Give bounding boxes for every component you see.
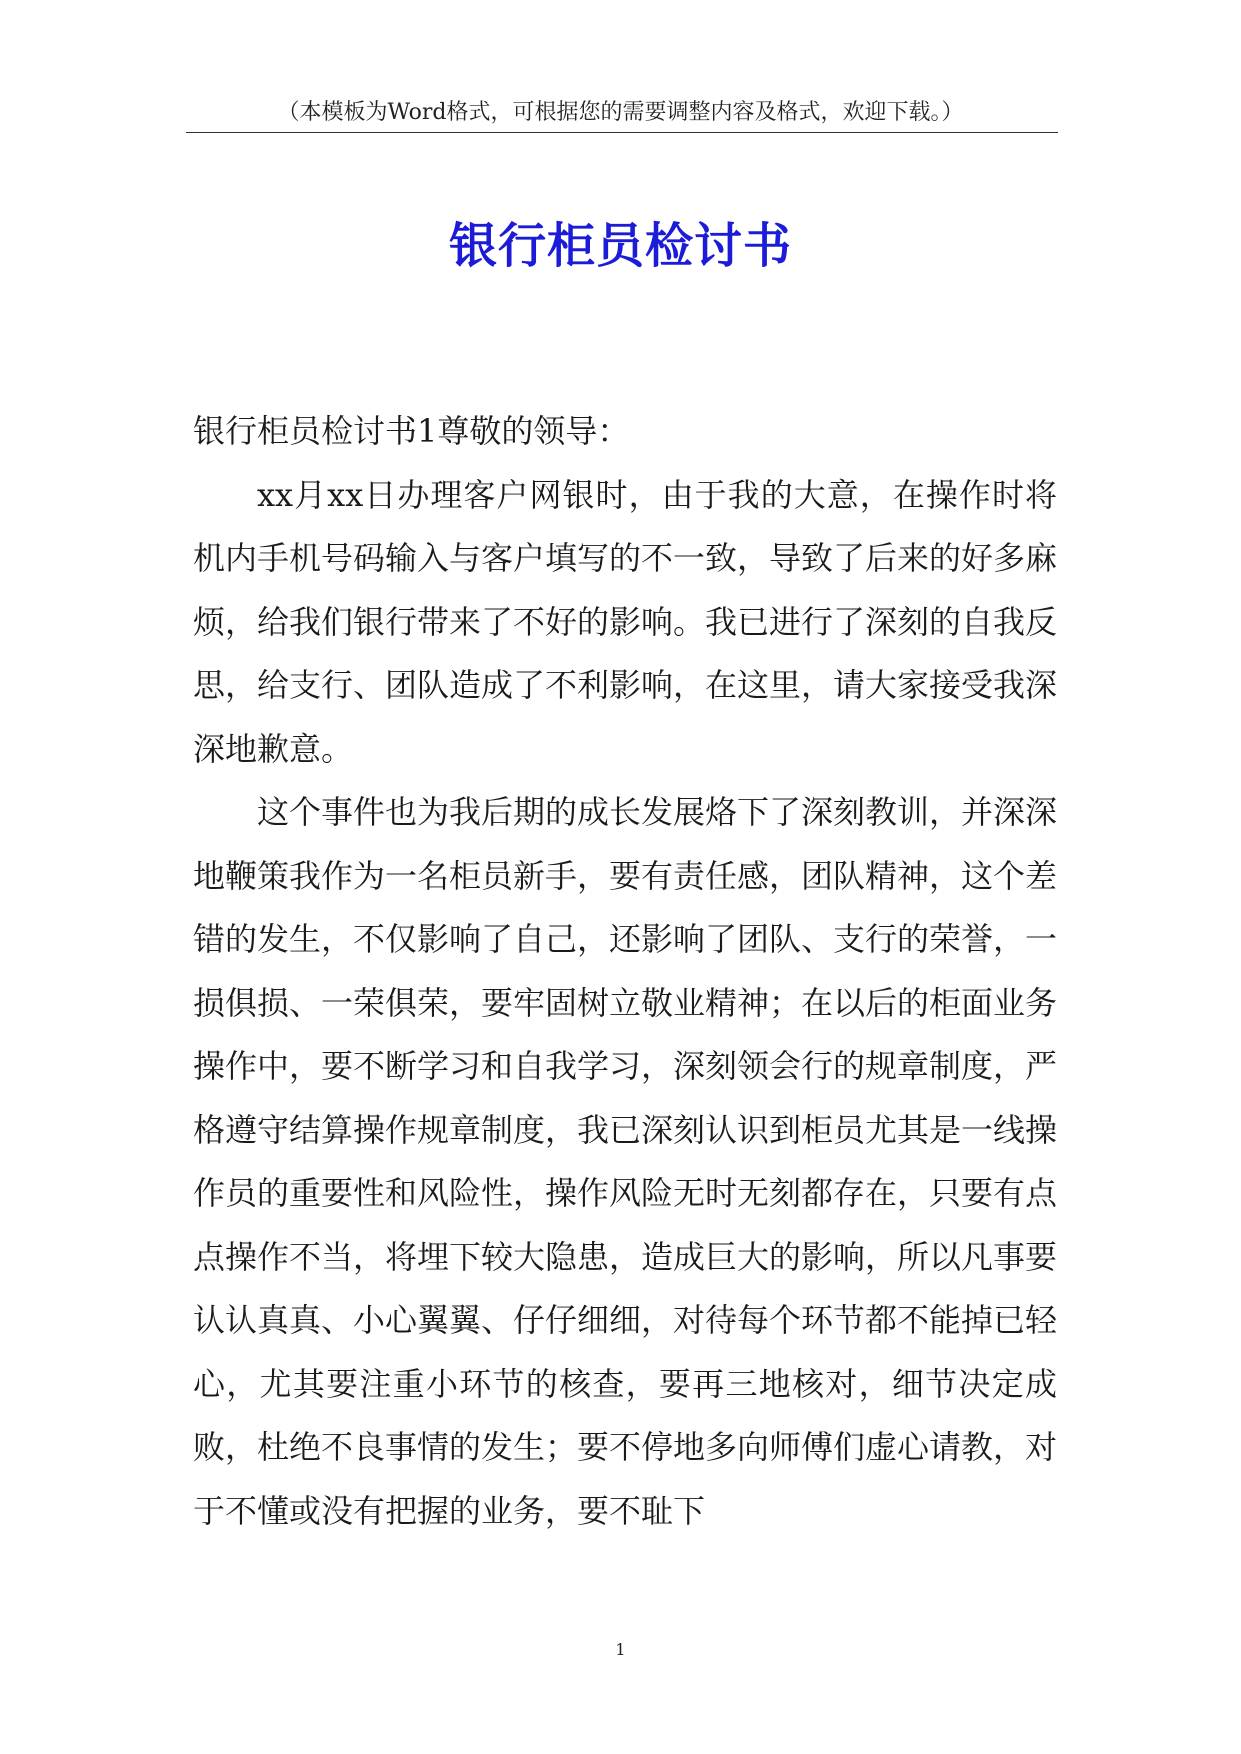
header-note: （本模板为Word格式，可根据您的需要调整内容及格式，欢迎下载。）	[277, 100, 964, 125]
paragraph-2: 这个事件也为我后期的成长发展烙下了深刻教训，并深深地鞭策我作为一名柜员新手，要有责任感，团队精神，这个差错的发生，不仅影响了自己，还影响了团队、支行的荣誉，一损俱损、一荣俱荣，要牢固树立敬业精神；在以后的柜面业务操作中，要不断学习和自我学习，深刻领会行的规章制度，严格遵守结算操作规章制度，我已深刻认识到柜员尤其是一线操作员的重要性和风险性，操作风险无时无刻都存在，只要有点点操作不当，将埋下较大隐患，造成巨大的影响，所以凡事要认认真真、小心翼翼、仔仔细细，对待每个环节都不能掉已轻心，尤其要注重小环节的核查，要再三地核对，细节决定成败，杜绝不良事情的发生；要不停地多向师傅们虚心请教，对于不懂或没有把握的业务，要不耻下	[193, 793, 1058, 1530]
header-divider	[186, 132, 1058, 133]
document-title: 银行柜员检讨书	[448, 218, 792, 274]
document-body	[193, 400, 1057, 1543]
salutation: 银行柜员检讨书1尊敬的领导：	[193, 412, 630, 450]
paragraph-1: xx月xx日办理客户网银时，由于我的大意，在操作时将机内手机号码输入与客户填写的不一致，导致了后来的好多麻烦，给我们银行带来了不好的影响。我已进行了深刻的自我反思，给支行、团队造成了不利影响，在这里，请大家接受我深深地歉意。	[193, 475, 1058, 768]
page-number: 1	[615, 1640, 626, 1659]
